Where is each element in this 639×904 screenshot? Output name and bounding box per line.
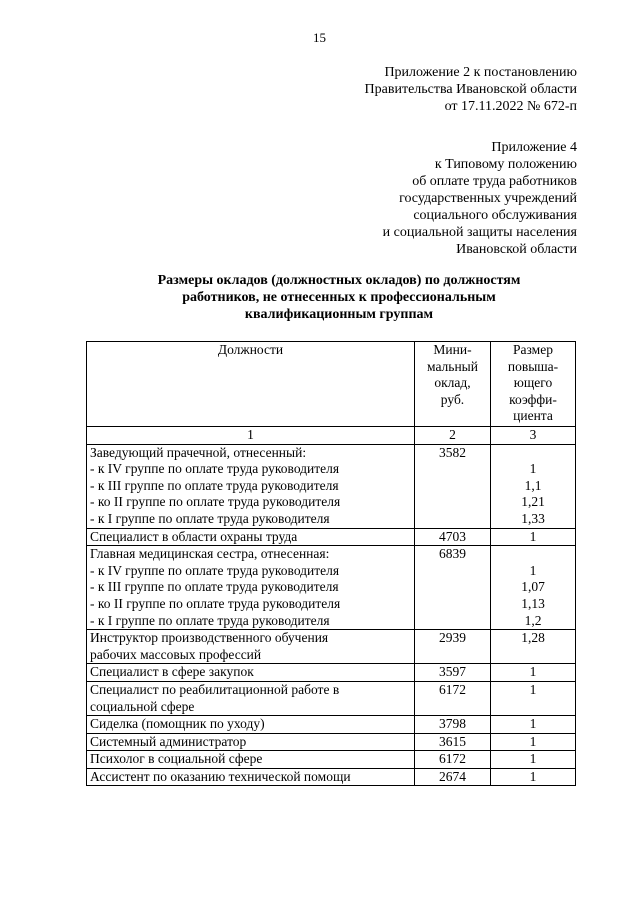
salary-cell xyxy=(415,664,491,682)
appendix-4-line: и социальной защиты населения xyxy=(382,225,577,240)
coefficient-value: 1,33 xyxy=(521,510,545,526)
appendix-4-line: социального обслуживания xyxy=(413,208,577,223)
coefficient-cell xyxy=(491,681,576,715)
document-title xyxy=(80,272,598,323)
salary-cell xyxy=(415,528,491,546)
column-number: 2 xyxy=(415,427,491,445)
table-header-row xyxy=(87,342,576,427)
salary-cell xyxy=(415,716,491,734)
coefficient-value: 1 xyxy=(529,664,537,680)
position-cell xyxy=(87,664,415,682)
position-line: - к I группе по оплате труда руководителя xyxy=(90,510,330,526)
salary-value: 3615 xyxy=(439,733,466,749)
salary-cell xyxy=(415,681,491,715)
table-body xyxy=(87,444,576,786)
header-salary-line: оклад, xyxy=(434,375,471,391)
position-cell xyxy=(87,716,415,734)
table-row xyxy=(87,768,576,786)
table-row xyxy=(87,733,576,751)
position-cell xyxy=(87,528,415,546)
salary-value: 4703 xyxy=(439,528,466,544)
coefficient-value: 1 xyxy=(529,528,537,544)
salary-table xyxy=(86,341,576,786)
coefficient-cell xyxy=(491,630,576,664)
position-line: - к IV группе по оплате труда руководителя xyxy=(90,461,340,477)
position-cell xyxy=(87,733,415,751)
salary-cell xyxy=(415,751,491,769)
position-line: Специалист по реабилитационной работе в xyxy=(90,681,340,697)
salary-value: 2674 xyxy=(439,768,466,784)
appendix-4-line: Приложение 4 xyxy=(491,140,577,155)
table-row xyxy=(87,546,576,630)
header-position-label: Должности xyxy=(217,342,284,357)
position-line: Специалист в сфере закупок xyxy=(90,664,254,680)
appendix-4-line: Ивановской области xyxy=(456,242,577,257)
coefficient-value: 1 xyxy=(529,768,537,784)
appendix-2-block xyxy=(365,64,577,115)
salary-cell xyxy=(415,444,491,528)
position-cell xyxy=(87,630,415,664)
position-cell xyxy=(87,444,415,528)
coefficient-cell xyxy=(491,664,576,682)
table-row xyxy=(87,681,576,715)
header-coefficient xyxy=(491,342,576,427)
salary-value: 6839 xyxy=(439,546,466,562)
coefficient-value: 1 xyxy=(529,716,537,732)
position-cell xyxy=(87,546,415,630)
header-coefficient-line: ющего xyxy=(513,375,553,391)
salary-cell xyxy=(415,630,491,664)
coefficient-cell xyxy=(491,528,576,546)
salary-value: 6172 xyxy=(439,751,466,767)
position-cell xyxy=(87,681,415,715)
appendix-4-block xyxy=(383,139,577,258)
title-line: квалификационным группам xyxy=(244,307,434,322)
coefficient-value: 1 xyxy=(529,461,537,477)
header-salary-line: руб. xyxy=(440,391,465,407)
appendix-4-line: к Типовому положению xyxy=(434,157,577,172)
title-line: Размеры окладов (должностных окладов) по должностям xyxy=(157,273,521,288)
coefficient-value: 1,28 xyxy=(521,630,545,646)
coefficient-value: 1,21 xyxy=(521,494,545,510)
coefficient-spacer xyxy=(493,546,573,563)
appendix-4-line: государственных учреждений xyxy=(399,191,577,206)
position-line: Заведующий прачечной, отнесенный: xyxy=(90,444,307,460)
coefficient-cell xyxy=(491,716,576,734)
page-number: 15 xyxy=(313,30,326,45)
table-row xyxy=(87,716,576,734)
position-line: Инструктор производственного обучения xyxy=(90,630,329,646)
salary-value: 3798 xyxy=(439,716,466,732)
table-row xyxy=(87,664,576,682)
coefficient-spacer xyxy=(493,445,573,462)
position-line: Сиделка (помощник по уходу) xyxy=(90,716,265,732)
table-row xyxy=(87,630,576,664)
coefficient-value: 1,07 xyxy=(521,579,545,595)
salary-cell xyxy=(415,546,491,630)
table-row xyxy=(87,444,576,528)
column-number-row xyxy=(87,427,576,445)
appendix-2-line: Приложение 2 к постановлению xyxy=(384,65,577,80)
coefficient-cell xyxy=(491,444,576,528)
appendix-2-line: от 17.11.2022 № 672-п xyxy=(444,99,577,114)
table-row xyxy=(87,751,576,769)
appendix-4-line: об оплате труда работников xyxy=(412,174,577,189)
column-number: 3 xyxy=(491,427,576,445)
column-number: 1 xyxy=(87,427,415,445)
coefficient-cell xyxy=(491,768,576,786)
header-salary-line: мальный xyxy=(427,358,478,374)
coefficient-value: 1 xyxy=(529,562,537,578)
position-line: - ко II группе по оплате труда руководителя xyxy=(90,494,341,510)
salary-value: 3597 xyxy=(439,664,466,680)
position-line: Главная медицинская сестра, отнесенная: xyxy=(90,546,330,562)
coefficient-cell xyxy=(491,733,576,751)
position-line: - к III группе по оплате труда руководителя xyxy=(90,477,339,493)
salary-cell xyxy=(415,733,491,751)
header-coefficient-line: Размер xyxy=(513,342,553,357)
coefficient-value: 1 xyxy=(529,733,537,749)
salary-value: 2939 xyxy=(439,630,466,646)
table-row xyxy=(87,528,576,546)
position-cell xyxy=(87,768,415,786)
header-position xyxy=(87,342,415,427)
header-coefficient-line: циента xyxy=(513,408,553,424)
position-line: рабочих массовых профессий xyxy=(90,646,262,662)
coefficient-value: 1,1 xyxy=(524,477,542,493)
position-line: - к III группе по оплате труда руководителя xyxy=(90,579,339,595)
position-line: - к IV группе по оплате труда руководителя xyxy=(90,562,340,578)
coefficient-cell xyxy=(491,751,576,769)
header-coefficient-line: коэффи- xyxy=(509,391,557,407)
salary-cell xyxy=(415,768,491,786)
position-line: Ассистент по оказанию технической помощи xyxy=(90,768,351,784)
position-line: - к I группе по оплате труда руководителя xyxy=(90,612,330,628)
coefficient-cell xyxy=(491,546,576,630)
position-line: Специалист в области охраны труда xyxy=(90,528,298,544)
position-line: - ко II группе по оплате труда руководителя xyxy=(90,595,341,611)
position-line: Системный администратор xyxy=(90,733,247,749)
coefficient-value: 1 xyxy=(529,751,537,767)
position-cell xyxy=(87,751,415,769)
header-salary xyxy=(415,342,491,427)
position-line: социальной сфере xyxy=(90,698,195,714)
coefficient-value: 1,13 xyxy=(521,595,545,611)
header-coefficient-line: повыша- xyxy=(507,358,559,374)
header-salary-line: Мини- xyxy=(433,342,472,357)
appendix-2-line: Правительства Ивановской области xyxy=(364,82,577,97)
position-line: Психолог в социальной сфере xyxy=(90,751,263,767)
salary-value: 6172 xyxy=(439,681,466,697)
salary-value: 3582 xyxy=(439,444,466,460)
title-line: работников, не отнесенных к профессиональным xyxy=(182,290,496,305)
coefficient-value: 1,2 xyxy=(524,612,542,628)
coefficient-value: 1 xyxy=(529,681,537,697)
